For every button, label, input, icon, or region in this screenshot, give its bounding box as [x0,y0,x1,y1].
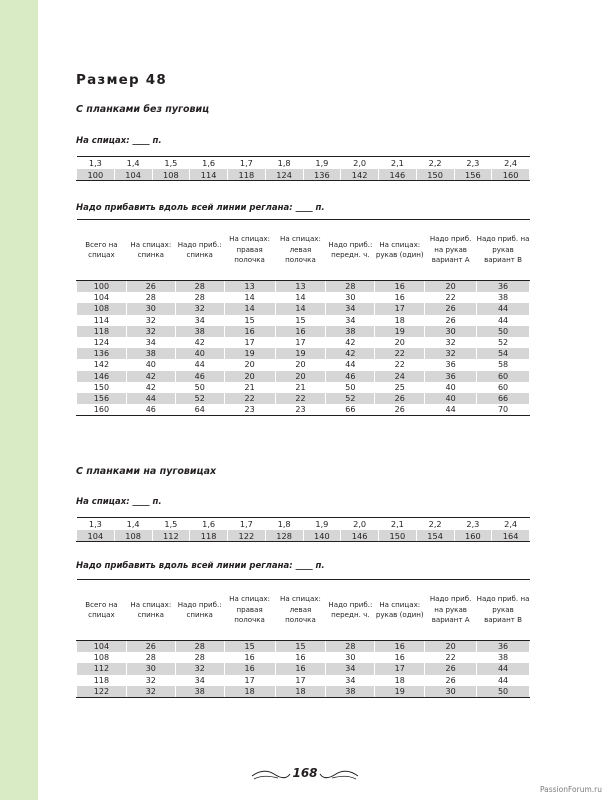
table-cell: 16 [224,326,275,337]
table-cell: 22 [425,292,477,303]
stitch-row [77,169,530,181]
table-cell: 18 [224,686,275,698]
table-cell: 20 [425,281,477,293]
table-cell: 22 [275,393,326,404]
table-cell: 50 [175,382,224,393]
table-cell: 38 [477,652,530,663]
table-cell: 104 [77,292,127,303]
table-cell: 150 [77,382,127,393]
table-cell: 40 [175,348,224,359]
table-cell: 28 [326,281,375,293]
stitch-count-cell: 146 [341,530,379,542]
page-footer [250,764,360,786]
table-cell: 18 [375,675,425,686]
table-cell: 17 [375,663,425,674]
table-cell: 44 [477,663,530,674]
table-cell: 18 [275,686,326,698]
table-cell: 112 [77,663,127,674]
gauge-cell: 1,8 [277,157,291,168]
gauge-cell: 1,4 [126,518,140,529]
watermark: PassionForum.ru [539,785,602,794]
table-cell: 34 [175,675,224,686]
table-cell: 42 [126,371,175,382]
table-cell: 28 [126,292,175,303]
table-cell: 60 [477,382,530,393]
table-cell: 23 [224,404,275,416]
table-cell: 124 [77,337,127,348]
table-cell: 40 [425,393,477,404]
table-cell: 14 [275,292,326,303]
table-cell: 20 [224,359,275,370]
table-cell: 52 [326,393,375,404]
table-cell: 19 [375,686,425,698]
gauge-cell: 2,2 [428,157,442,168]
table-row [77,303,530,314]
gauge-cell: 2,1 [390,157,404,168]
table-cell: 36 [477,641,530,653]
table-row [77,292,530,303]
column-header: Надо приб. на рукав вариант А [425,220,477,281]
column-header: Надо приб.: передн. ч. [326,580,375,641]
table-cell: 30 [326,652,375,663]
table-cell: 36 [425,359,477,370]
table-cell: 26 [425,675,477,686]
stitch-count-cell: 124 [265,169,303,181]
table-cell: 50 [477,326,530,337]
table-cell: 15 [224,641,275,653]
table-cell: 52 [477,337,530,348]
section-heading-1: С планками без пуговиц [76,104,210,115]
table-cell: 38 [477,292,530,303]
table-cell: 114 [77,315,127,326]
table-cell: 32 [126,686,175,698]
table-cell: 36 [477,281,530,293]
gauge-row [77,518,530,530]
table-cell: 44 [175,359,224,370]
stitch-row [77,530,530,542]
table-cell: 40 [126,359,175,370]
table-cell: 22 [224,393,275,404]
table-row [77,382,530,393]
stitch-count-cell: 164 [492,530,530,542]
table-cell: 42 [326,348,375,359]
table-row [77,315,530,326]
table-cell: 50 [326,382,375,393]
table-cell: 108 [77,652,127,663]
gauge-cell: 2,0 [353,157,367,168]
gauge-cell: 2,4 [504,518,518,529]
table-cell: 44 [477,675,530,686]
table-row [77,281,530,293]
table-cell: 30 [126,303,175,314]
table-cell: 34 [326,303,375,314]
stitch-count-cell: 104 [77,530,115,542]
table-cell: 18 [375,315,425,326]
stitch-count-cell: 114 [190,169,228,181]
table-cell: 19 [275,348,326,359]
table-cell: 34 [326,315,375,326]
table-cell: 26 [425,303,477,314]
table-cell: 28 [126,652,175,663]
table-cell: 40 [425,382,477,393]
table-row [77,686,530,698]
table-cell: 60 [477,371,530,382]
table-cell: 28 [175,652,224,663]
table-cell: 42 [175,337,224,348]
stitch-count-cell: 150 [379,530,417,542]
gauge-cell: 1,9 [315,157,329,168]
table-cell: 20 [224,371,275,382]
stitch-count-cell: 112 [152,530,190,542]
table-cell: 160 [77,404,127,416]
column-header: Всего на спицах [77,580,127,641]
stitch-count-cell: 160 [492,169,530,181]
gauge-table-2 [76,517,530,542]
table-cell: 16 [375,652,425,663]
gauge-cell: 2,2 [428,518,442,529]
gauge-cell: 1,7 [239,157,253,168]
table-cell: 30 [425,686,477,698]
stitch-count-cell: 136 [303,169,341,181]
table-cell: 38 [126,348,175,359]
table-cell: 14 [224,292,275,303]
table-cell: 44 [126,393,175,404]
stitch-count-cell: 108 [114,530,152,542]
stitch-count-cell: 160 [454,530,492,542]
table-cell: 25 [375,382,425,393]
table-cell: 20 [375,337,425,348]
column-header: Надо приб.: передн. ч. [326,220,375,281]
table-row [77,371,530,382]
gauge-cell: 1,4 [126,157,140,168]
table-cell: 16 [275,326,326,337]
table-cell: 44 [477,303,530,314]
stitch-count-cell: 154 [416,530,454,542]
table-cell: 32 [175,663,224,674]
table-cell: 16 [275,652,326,663]
stitch-count-cell: 150 [416,169,454,181]
table-row [77,404,530,416]
stitch-count-cell: 128 [265,530,303,542]
table-cell: 46 [326,371,375,382]
table-cell: 100 [77,281,127,293]
table-cell: 22 [375,359,425,370]
table-cell: 36 [425,371,477,382]
stitch-count-cell: 100 [77,169,115,181]
table-cell: 13 [275,281,326,293]
table-cell: 32 [126,675,175,686]
column-header: Надо приб. на рукав вариант В [477,580,530,641]
gauge-cell: 1,3 [88,518,102,529]
table-cell: 42 [126,382,175,393]
gauge-cell: 1,3 [88,157,102,168]
table-cell: 32 [126,315,175,326]
table-cell: 15 [275,315,326,326]
table-cell: 19 [224,348,275,359]
table-row [77,393,530,404]
column-header: На спицах: правая полочка [224,220,275,281]
gauge-cell: 1,8 [277,518,291,529]
stitch-count-cell: 118 [190,530,228,542]
table-cell: 54 [477,348,530,359]
table-cell: 32 [425,337,477,348]
table-cell: 118 [77,326,127,337]
gauge-cell: 2,1 [390,518,404,529]
table-cell: 38 [175,326,224,337]
table-cell: 30 [326,292,375,303]
table-cell: 34 [326,663,375,674]
table-cell: 16 [275,663,326,674]
table-cell: 15 [275,641,326,653]
gauge-cell: 2,3 [466,157,480,168]
gauge-table-1 [76,156,530,181]
table-header-row [77,580,530,641]
table-row [77,337,530,348]
section-heading-2: С планками на пуговицах [76,466,217,477]
gauge-cell: 1,6 [202,518,216,529]
gauge-cell: 2,3 [466,518,480,529]
page-side-strip [0,0,38,800]
table-cell: 34 [326,675,375,686]
table-cell: 16 [375,292,425,303]
table-cell: 38 [326,326,375,337]
increase-label-1: Надо прибавить вдоль всей линии реглана: ____ п. [76,203,325,213]
table-cell: 32 [126,326,175,337]
needles-label-1: На спицах: ____ п. [76,136,162,146]
table-cell: 28 [175,292,224,303]
stitch-count-cell: 122 [228,530,266,542]
table-cell: 46 [126,404,175,416]
table-cell: 28 [326,641,375,653]
table-cell: 15 [224,315,275,326]
table-header-row [77,220,530,281]
table-cell: 14 [224,303,275,314]
table-cell: 42 [326,337,375,348]
table-cell: 122 [77,686,127,698]
column-header: На спицах: правая полочка [224,580,275,641]
table-cell: 17 [224,337,275,348]
table-row [77,359,530,370]
raglan-table-2 [76,579,530,698]
stitch-count-cell: 142 [341,169,379,181]
table-row [77,326,530,337]
table-cell: 26 [425,663,477,674]
table-cell: 26 [375,404,425,416]
table-cell: 34 [175,315,224,326]
table-row [77,663,530,674]
table-cell: 108 [77,303,127,314]
stitch-count-cell: 156 [454,169,492,181]
table-row [77,652,530,663]
column-header: Надо приб. на рукав вариант А [425,580,477,641]
gauge-cell: 1,5 [164,518,178,529]
table-cell: 21 [275,382,326,393]
gauge-cell: 1,7 [239,518,253,529]
table-cell: 52 [175,393,224,404]
gauge-cell: 2,0 [353,518,367,529]
table-cell: 146 [77,371,127,382]
table-cell: 28 [175,641,224,653]
table-cell: 70 [477,404,530,416]
table-cell: 17 [275,337,326,348]
table-cell: 13 [224,281,275,293]
table-cell: 14 [275,303,326,314]
table-cell: 26 [425,315,477,326]
table-cell: 26 [126,641,175,653]
column-header: На спицах: спинка [126,580,175,641]
table-cell: 23 [275,404,326,416]
table-cell: 38 [326,686,375,698]
table-cell: 32 [425,348,477,359]
table-cell: 20 [425,641,477,653]
table-cell: 26 [126,281,175,293]
raglan-table-1 [76,219,530,416]
table-cell: 32 [175,303,224,314]
table-cell: 44 [326,359,375,370]
increase-label-2: Надо прибавить вдоль всей линии реглана: ____ п. [76,561,325,571]
table-cell: 16 [224,652,275,663]
table-cell: 104 [77,641,127,653]
table-cell: 156 [77,393,127,404]
gauge-cell: 1,9 [315,518,329,529]
needles-label-2: На спицах: ____ п. [76,497,162,507]
table-cell: 20 [275,371,326,382]
stitch-count-cell: 140 [303,530,341,542]
gauge-cell: 2,4 [504,157,518,168]
column-header: На спицах: рукав (один) [375,580,425,641]
table-cell: 17 [275,675,326,686]
table-cell: 26 [375,393,425,404]
table-cell: 58 [477,359,530,370]
table-cell: 118 [77,675,127,686]
table-cell: 50 [477,686,530,698]
table-cell: 17 [375,303,425,314]
column-header: На спицах: левая полочка [275,580,326,641]
table-cell: 64 [175,404,224,416]
stitch-count-cell: 108 [152,169,190,181]
table-row [77,641,530,653]
table-cell: 28 [175,281,224,293]
table-cell: 66 [477,393,530,404]
column-header: Всего на спицах [77,220,127,281]
table-cell: 66 [326,404,375,416]
column-header: Надо приб. на рукав вариант В [477,220,530,281]
table-cell: 19 [375,326,425,337]
table-cell: 21 [224,382,275,393]
page-number: 168 [292,766,318,780]
table-cell: 22 [375,348,425,359]
stitch-count-cell: 118 [228,169,266,181]
table-cell: 17 [224,675,275,686]
table-cell: 34 [126,337,175,348]
column-header: Надо приб.: спинка [175,580,224,641]
column-header: На спицах: рукав (один) [375,220,425,281]
table-row [77,675,530,686]
table-row [77,348,530,359]
column-header: На спицах: левая полочка [275,220,326,281]
column-header: На спицах: спинка [126,220,175,281]
table-cell: 142 [77,359,127,370]
gauge-cell: 1,5 [164,157,178,168]
table-cell: 30 [126,663,175,674]
gauge-cell: 1,6 [202,157,216,168]
table-cell: 44 [477,315,530,326]
stitch-count-cell: 146 [379,169,417,181]
column-header: Надо приб.: спинка [175,220,224,281]
table-cell: 38 [175,686,224,698]
stitch-count-cell: 104 [114,169,152,181]
table-cell: 16 [375,281,425,293]
table-cell: 20 [275,359,326,370]
table-cell: 22 [425,652,477,663]
table-cell: 16 [375,641,425,653]
table-cell: 24 [375,371,425,382]
table-cell: 46 [175,371,224,382]
table-cell: 136 [77,348,127,359]
table-cell: 30 [425,326,477,337]
table-cell: 44 [425,404,477,416]
page-title: Размер 48 [76,72,167,88]
gauge-row [77,157,530,169]
table-cell: 16 [224,663,275,674]
